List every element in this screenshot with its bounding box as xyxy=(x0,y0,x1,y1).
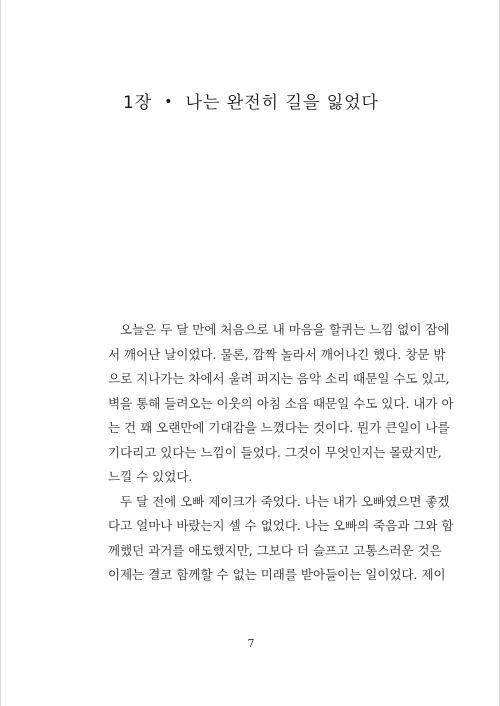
chapter-heading xyxy=(1,88,500,113)
paragraph-1 xyxy=(108,318,454,490)
body-text xyxy=(108,318,454,588)
chapter-bullet: • xyxy=(164,94,174,110)
text-line: 오늘은 두 달 만에 처음으로 내 마음을 할퀴는 느낌 없이 잠에 xyxy=(120,322,450,337)
text-line: 께했던 과거를 애도했지만, 그보다 더 슬프고 고통스러운 것은 xyxy=(108,542,442,558)
paragraph-2 xyxy=(108,490,454,588)
text-line: 이제는 결코 함께할 수 없는 미래를 받아들이는 일이었다. 제이 xyxy=(108,567,446,582)
text-line: 벽을 통해 들려오는 이웃의 아침 소음 때문일 수도 있다. 내가 아 xyxy=(108,395,454,411)
page-number: 7 xyxy=(247,637,255,650)
text-line: 는 건 꽤 오랜만에 기대감을 느꼈다는 것이다. 뭔가 큰일이 나를 xyxy=(108,420,450,435)
text-line: 기다리고 있다는 느낌이 들었다. 그것이 무엇인지는 몰랐지만, xyxy=(108,444,442,460)
text-line: 느낄 수 있었다. xyxy=(108,469,193,484)
chapter-number: 1장 xyxy=(123,93,153,113)
text-line: 두 달 전에 오빠 제이크가 죽었다. 나는 내가 오빠였으면 좋겠 xyxy=(120,493,450,509)
chapter-title: 나는 완전히 길을 잃었다 xyxy=(185,93,379,113)
text-line: 서 깨어난 날이었다. 물론, 깜짝 놀라서 깨어나긴 했다. 창문 밖 xyxy=(108,346,446,362)
text-line: 으로 지나가는 차에서 울려 퍼지는 음악 소리 때문일 수도 있고, xyxy=(108,371,450,386)
text-line: 다고 얼마나 바랐는지 셀 수 없었다. 나는 오빠의 죽음과 그와 함 xyxy=(108,518,454,533)
